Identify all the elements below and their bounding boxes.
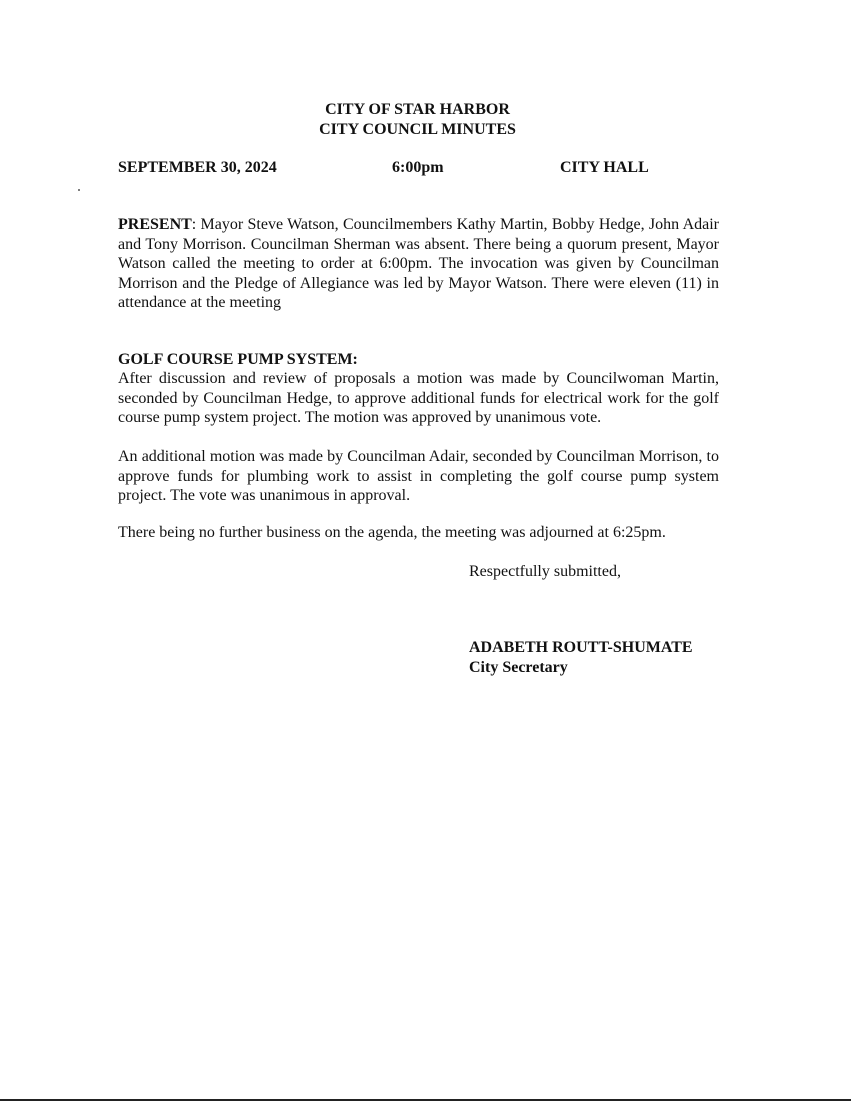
scan-speck xyxy=(78,189,80,191)
present-text: : Mayor Steve Watson, Councilmembers Kathy Martin, Bobby Hedge, John Adair and Tony Morrison. Councilman Sherman was absent. There being a quorum present, Mayor Watson called the meeting to order at 6:00pm. The invocation was given by Councilman Morrison and the Pledge of Allegiance was led by Mayor Watson. There were eleven (11) in attendance at the meeting xyxy=(118,216,719,311)
present-label: PRESENT xyxy=(118,216,192,233)
meeting-date: SEPTEMBER 30, 2024 xyxy=(118,159,277,176)
signer-title: City Secretary xyxy=(469,659,568,676)
golf-section-heading: GOLF COURSE PUMP SYSTEM: xyxy=(118,351,358,368)
signer-name: ADABETH ROUTT-SHUMATE xyxy=(469,639,693,656)
golf-motion-paragraph-1: After discussion and review of proposals a motion was made by Councilwoman Martin, seconded by Councilman Hedge, to approve additional funds for electrical work for the golf course pump system project. The motion was approved by unanimous vote. xyxy=(118,370,719,426)
adjournment-paragraph: There being no further business on the agenda, the meeting was adjourned at 6:25pm. xyxy=(118,524,666,541)
golf-motion-paragraph-2: An additional motion was made by Councilman Adair, seconded by Councilman Morrison, to approve funds for plumbing work to assist in completing the golf course pump system project. The vote was unanimous in approval. xyxy=(118,448,719,504)
signature-closing: Respectfully submitted, xyxy=(469,563,621,580)
document-title: CITY COUNCIL MINUTES xyxy=(319,121,516,138)
meeting-time: 6:00pm xyxy=(392,159,444,176)
city-name-title: CITY OF STAR HARBOR xyxy=(325,101,510,118)
present-paragraph xyxy=(118,215,719,313)
meeting-location: CITY HALL xyxy=(560,159,649,176)
